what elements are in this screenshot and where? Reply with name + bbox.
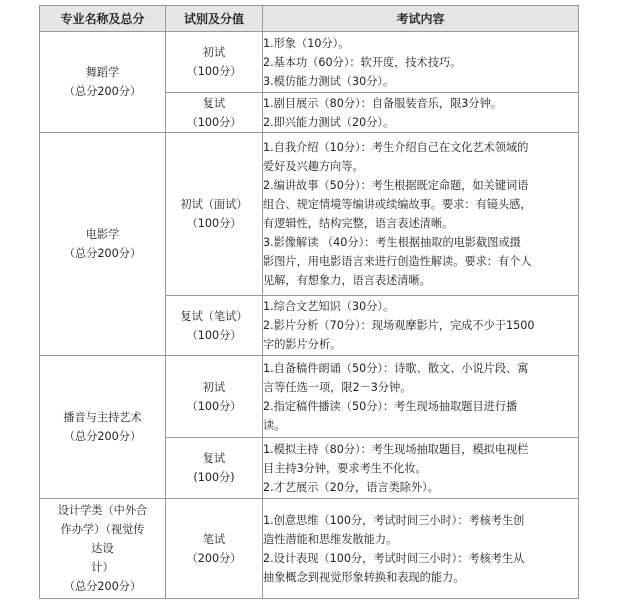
- major-name: 电影学: [85, 228, 120, 241]
- exam-score: （100分）: [186, 399, 242, 413]
- exam-content-cell: [263, 32, 579, 93]
- content-line: 1.综合文艺知识（30分）。: [263, 300, 395, 313]
- content-line: 2.即兴能力测试（20分）。: [263, 115, 395, 129]
- major-cell: [40, 32, 166, 133]
- content-line: 有逻辑性，结构完整，语言表述清晰。: [263, 217, 454, 230]
- exam-content-cell: [263, 296, 579, 356]
- major-name: 播音与主持艺术: [63, 411, 142, 424]
- header-major: 专业名称及总分: [40, 6, 166, 32]
- major-name: 达设: [91, 542, 114, 555]
- major-name: 作办学）（视觉传: [60, 523, 145, 536]
- content-line: 2.基本功（60分）：软开度，技术技巧。: [263, 55, 462, 69]
- content-line: 1.自备稿件朗诵（50分）：诗歌、散文、小说片段、寓: [263, 361, 529, 375]
- content-line: 2.影片分析（70分）：现场观摩影片，完成不少于1500: [263, 319, 535, 332]
- exam-type: 初试: [202, 46, 226, 59]
- content-line: 1.形象（10分）。: [263, 36, 350, 50]
- exam-score: （100分）: [186, 328, 242, 342]
- exam-type: 笔试: [202, 532, 226, 546]
- content-line: 1.剧目展示（80分）：自备服装音乐，限3分钟。: [263, 96, 502, 110]
- major-cell: [40, 133, 166, 356]
- exam-type: 初试（面试）: [180, 198, 248, 211]
- content-line: 1.模拟主持（80分）：考生现场抽取题目，模拟电视栏: [263, 442, 529, 456]
- header-exam-content: 考试内容: [263, 6, 579, 32]
- exam-content-cell: [263, 356, 579, 438]
- content-line: 组合、规定情境等编讲或续编故事。要求：有镜头感，: [263, 198, 532, 211]
- content-line: 影图片，用电影语言来进行创造性解读。要求：有个人: [263, 255, 532, 268]
- major-total: （总分200分）: [63, 85, 142, 98]
- header-exam-type: 试别及分值: [166, 6, 263, 32]
- exam-type-cell: [166, 499, 263, 599]
- exam-score: （100分）: [186, 217, 242, 230]
- exam-score: （100分）: [186, 65, 242, 78]
- exam-type-cell: [166, 438, 263, 499]
- exam-content-cell: [263, 438, 579, 499]
- table-row: [40, 499, 579, 599]
- content-line: 2.才艺展示（20分，语言类除外）。: [263, 480, 439, 494]
- content-line: 2.编讲故事（50分）：考生根据既定命题，如关键词语: [263, 179, 529, 192]
- exam-score: （100分）: [186, 115, 242, 129]
- content-line: 言等任选一项，限2－3分钟。: [263, 380, 412, 394]
- exam-type: 复试（笔试）: [180, 309, 248, 323]
- content-line: 抽象概念到视觉形象转换和表现的能力。: [263, 570, 465, 584]
- exam-type-cell: [166, 32, 263, 93]
- table-row: [40, 356, 579, 438]
- content-line: 字的影片分析。: [263, 338, 342, 351]
- exam-type: 初试: [202, 380, 226, 394]
- exam-type-cell: [166, 133, 263, 296]
- content-line: 2.设计表现（100分，考试时间三小时）：考核考生从: [263, 551, 525, 565]
- table-row: [40, 133, 579, 296]
- content-line: 3.影像解读 （40分）：考生根据抽取的电影截图或摄: [263, 236, 521, 249]
- major-total: （总分200分）: [63, 580, 142, 593]
- header-row: [40, 6, 579, 32]
- content-line: 造性潜能和思维发散能力。: [263, 532, 398, 546]
- major-total: （总分200分）: [63, 247, 142, 260]
- exam-type-cell: [166, 93, 263, 133]
- major-name: 舞蹈学: [85, 66, 120, 79]
- content-line: 见解，有想象力，语言表述清晰。: [263, 274, 431, 287]
- exam-type: 复试: [202, 96, 226, 110]
- exam-score: （200分）: [186, 551, 242, 565]
- major-cell: [40, 356, 166, 499]
- content-line: 目主持3分钟，要求考生不化妆。: [263, 461, 427, 475]
- content-line: 1.自我介绍（10分）：考生介绍自己在文化艺术领域的: [263, 141, 529, 154]
- content-line: 爱好及兴趣方向等。: [263, 160, 364, 173]
- exam-content-cell: [263, 499, 579, 599]
- content-line: 3.模仿能力测试（30分）。: [263, 74, 395, 88]
- content-line: 读。: [263, 418, 286, 432]
- major-total: （总分200分）: [63, 430, 142, 443]
- content-line: 2.指定稿件播读（50分）：考生现场抽取题目进行播: [263, 399, 518, 413]
- exam-content-cell: [263, 93, 579, 133]
- exam-type: 复试: [202, 452, 226, 465]
- exam-score: (100分): [193, 471, 235, 484]
- major-name: 设计学类（中外合: [57, 504, 148, 517]
- exam-type-cell: [166, 356, 263, 438]
- major-cell: [40, 499, 166, 599]
- exam-content-cell: [263, 133, 579, 296]
- exam-table: [39, 5, 579, 599]
- exam-type-cell: [166, 296, 263, 356]
- table-row: [40, 32, 579, 93]
- major-name: 计）: [91, 561, 114, 574]
- content-line: 1.创意思维（100分，考试时间三小时）：考核考生创: [263, 513, 525, 527]
